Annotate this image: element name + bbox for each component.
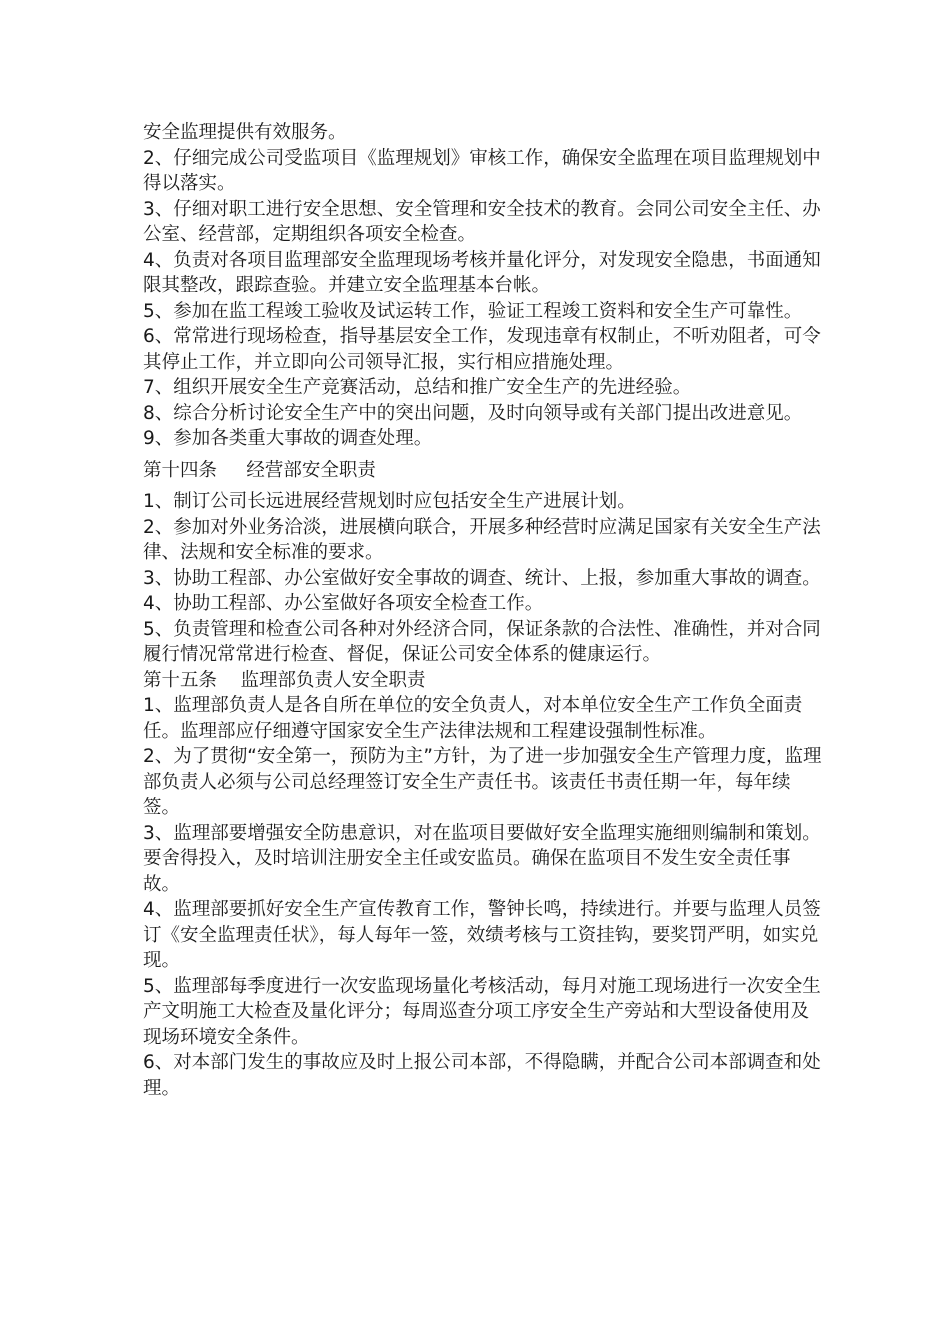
paragraph: 6、常常进行现场检查，指导基层安全工作，发现违章有权制止，不听劝阻者，可令其停止工作，并立即向公司领导汇报，实行相应措施处理。 [143, 326, 821, 373]
paragraph: 7、组织开展安全生产竞赛活动，总结和推广安全生产的先进经验。 [143, 377, 692, 398]
section-heading: 第十五条 监理部负责人安全职责 [143, 669, 426, 691]
section-14 [143, 458, 823, 668]
paragraph: 安全监理提供有效服务。 [143, 122, 347, 143]
paragraph: 3、监理部要增强安全防患意识，对在监项目要做好安全监理实施细则编制和策划。要舍得投入，及时培训注册安全主任或安监员。确保在监项目不发生安全责任事故。 [143, 822, 821, 895]
paragraph: 1、监理部负责人是各自所在单位的安全负责人，对本单位安全生产工作负全面责任。监理部应仔细遵守国家安全生产法律法规和工程建设强制性标准。 [143, 695, 803, 742]
document-page [143, 120, 823, 1101]
section-heading: 第十四条 经营部安全职责 [143, 459, 376, 481]
paragraph: 3、仔细对职工进行安全思想、安全管理和安全技术的教育。会同公司安全主任、办公室、经营部，定期组织各项安全检查。 [143, 198, 821, 245]
section-13-tail [143, 120, 823, 452]
paragraph: 1、制订公司长远进展经营规划时应包括安全生产进展计划。 [143, 491, 636, 512]
paragraph: 4、监理部要抓好安全生产宣传教育工作，警钟长鸣，持续进行。并要与监理人员签订《安全监理责任状》，每人每年一签，效绩考核与工资挂钩，要奖罚严明，如实兑现。 [143, 899, 821, 971]
paragraph: 6、对本部门发生的事故应及时上报公司本部，不得隐瞒，并配合公司本部调查和处理。 [143, 1052, 821, 1099]
paragraph: 9、参加各类重大事故的调查处理。 [143, 428, 433, 449]
paragraph: 4、负责对各项目监理部安全监理现场考核并量化评分，对发现安全隐患，书面通知限其整改，跟踪查验。并建立安全监理基本台帐。 [143, 249, 821, 296]
paragraph: 8、综合分析讨论安全生产中的突出问题，及时向领导或有关部门提出改进意见。 [143, 402, 803, 424]
paragraph: 2、仔细完成公司受监项目《监理规划》审核工作，确保安全监理在项目监理规划中得以落实。 [143, 147, 821, 194]
paragraph: 5、负责管理和检查公司各种对外经济合同，保证条款的合法性、准确性，并对合同履行情况常常进行检查、督促，保证公司安全体系的健康运行。 [143, 618, 821, 665]
paragraph: 5、监理部每季度进行一次安监现场量化考核活动，每月对施工现场进行一次安全生产文明施工大检查及量化评分；每周巡查分项工序安全生产旁站和大型设备使用及现场环境安全条件。 [143, 975, 821, 1048]
paragraph: 2、为了贯彻“安全第一，预防为主”方针，为了进一步加强安全生产管理力度，监理部负责人必须与公司总经理签订安全生产责任书。该责任书责任期一年，每年续签。 [143, 746, 822, 818]
paragraph: 3、协助工程部、办公室做好安全事故的调查、统计、上报，参加重大事故的调查。 [143, 567, 821, 589]
paragraph: 4、协助工程部、办公室做好各项安全检查工作。 [143, 593, 544, 614]
section-15 [143, 668, 823, 1102]
paragraph: 2、参加对外业务洽淡，进展横向联合，开展多种经营时应满足国家有关安全生产法律、法规和安全标准的要求。 [143, 516, 821, 563]
paragraph: 5、参加在监工程竣工验收及试运转工作，验证工程竣工资料和安全生产可靠性。 [143, 300, 803, 322]
